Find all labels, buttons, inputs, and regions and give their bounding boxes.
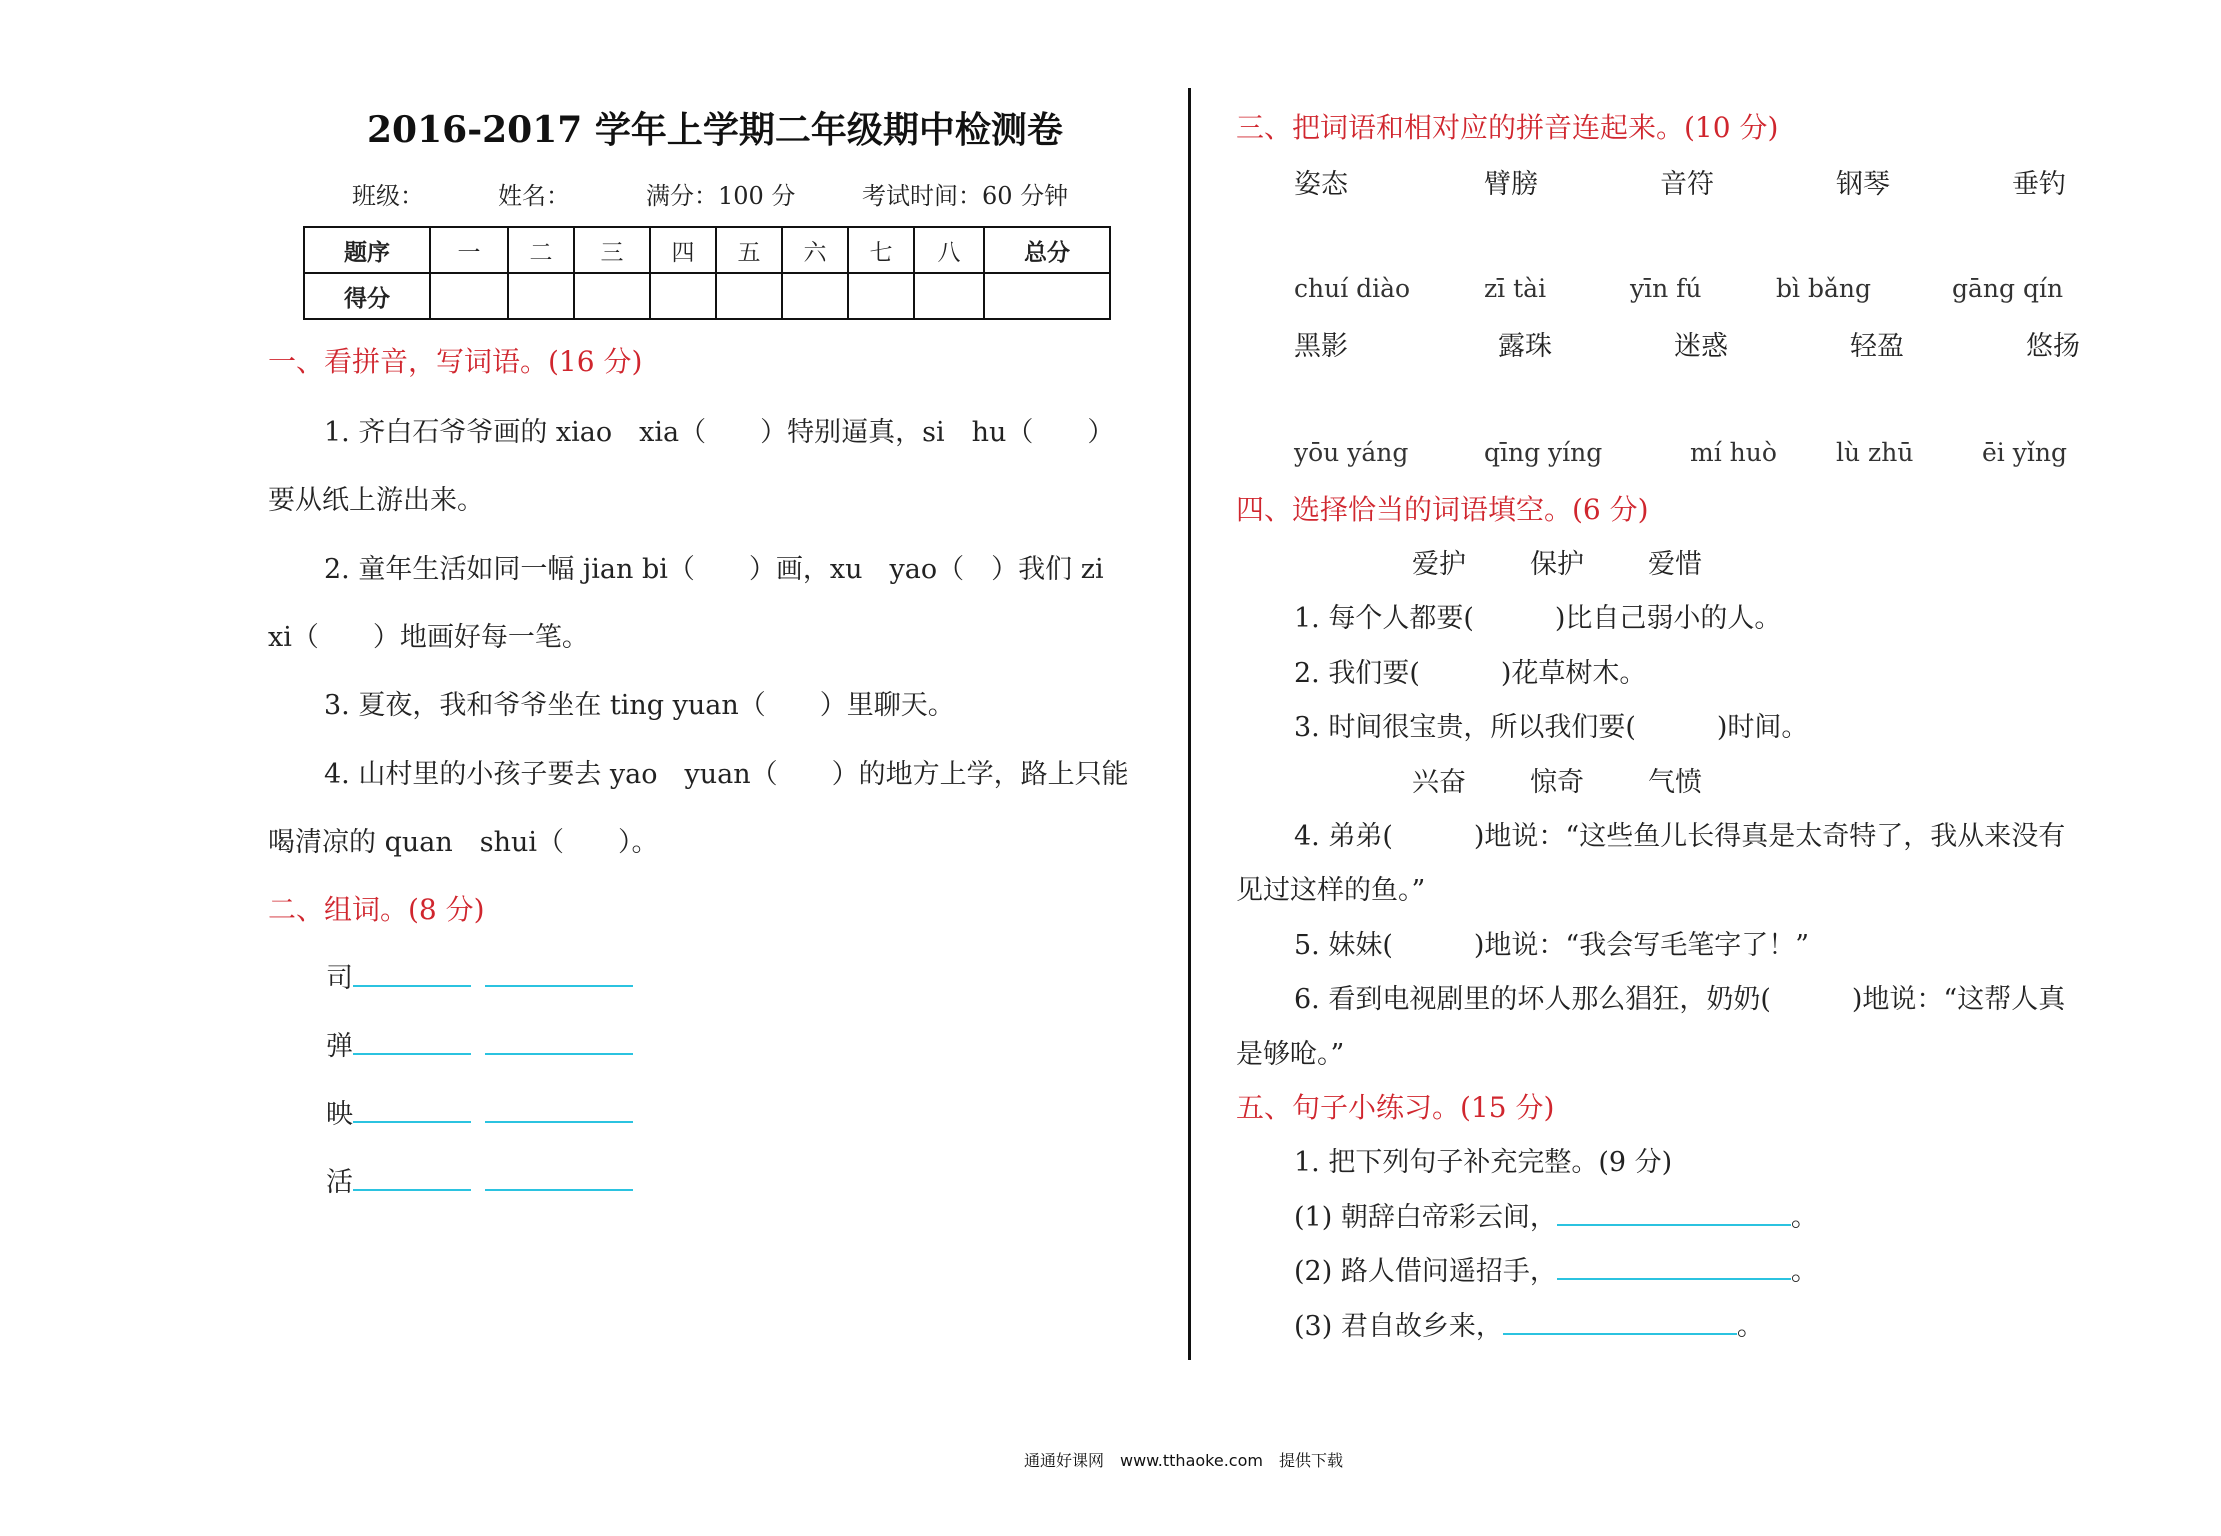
s1-line-3: 2. 童年生活如同一幅 jian bi（ ）画，xu yao（ ）我们 zi [324, 554, 1104, 585]
col-2: 二 [508, 227, 574, 273]
word-group-row [326, 1024, 633, 1063]
sentence-end: 。 [1790, 1202, 1818, 1233]
option-word: 保护 [1530, 549, 1584, 580]
sentence-end: 。 [1736, 1311, 1764, 1342]
answer-line[interactable] [353, 1163, 471, 1191]
section2-heading: 二、组词。(8 分) [268, 893, 485, 926]
section5-heading: 五、句子小练习。(15 分) [1236, 1091, 1555, 1124]
score-cell[interactable] [508, 273, 574, 319]
option-word: 爱惜 [1648, 549, 1702, 580]
sentence-prompt: (2) 路人借问遥招手， [1294, 1256, 1557, 1287]
match-pinyin: mí huò [1690, 438, 1777, 467]
group-char: 映 [326, 1099, 353, 1130]
column-divider [1188, 88, 1191, 1360]
fill-question-2: 2. 我们要( )花草树木。 [1294, 658, 1647, 689]
name-label: 姓名： [498, 182, 570, 210]
match-pinyin: lù zhū [1836, 438, 1914, 467]
group-char: 活 [326, 1167, 353, 1198]
score-cell[interactable] [574, 273, 650, 319]
s1-line-5: 3. 夏夜，我和爷爷坐在 ting yuan（ ）里聊天。 [324, 690, 955, 721]
score-cell[interactable] [782, 273, 848, 319]
section5-subheading: 1. 把下列句子补充完整。(9 分) [1294, 1147, 1673, 1178]
score-cell[interactable] [848, 273, 914, 319]
word-group-row [326, 956, 633, 995]
answer-line[interactable] [1557, 1252, 1791, 1280]
match-word: 姿态 [1294, 169, 1348, 200]
sentence-prompt: (1) 朝辞白帝彩云间， [1294, 1202, 1557, 1233]
group-char: 弹 [326, 1031, 353, 1062]
answer-line[interactable] [485, 1163, 633, 1191]
fill-question-3: 3. 时间很宝贵，所以我们要( )时间。 [1294, 712, 1809, 743]
footer-credit: 通通好课网 www.tthaoke.com 提供下载 [1024, 1451, 1343, 1470]
match-pinyin: chuí diào [1294, 274, 1411, 303]
answer-line[interactable] [485, 1027, 633, 1055]
match-word: 露珠 [1498, 331, 1552, 362]
col-total: 总分 [984, 227, 1110, 273]
fill-question-1: 1. 每个人都要( )比自己弱小的人。 [1294, 603, 1782, 634]
col-7: 七 [848, 227, 914, 273]
fill-question-4-cont: 见过这样的鱼。” [1236, 875, 1426, 906]
row-header-order: 题序 [304, 227, 430, 273]
s1-line-2: 要从纸上游出来。 [268, 485, 484, 516]
col-8: 八 [914, 227, 984, 273]
section4-heading: 四、选择恰当的词语填空。(6 分) [1236, 493, 1649, 526]
s1-line-1: 1. 齐白石爷爷画的 xiao xia（ ）特别逼真，si hu（ ） [324, 417, 1115, 448]
match-word: 臂膀 [1484, 169, 1538, 200]
answer-line[interactable] [353, 1027, 471, 1055]
score-cell[interactable] [650, 273, 716, 319]
score-cell[interactable] [716, 273, 782, 319]
col-5: 五 [716, 227, 782, 273]
match-word: 垂钓 [2012, 169, 2066, 200]
fill-question-4: 4. 弟弟( )地说：“这些鱼儿长得真是太奇特了，我从来没有 [1294, 821, 2066, 852]
word-group-row [326, 1092, 633, 1131]
match-word: 悠扬 [2026, 331, 2080, 362]
fill-question-5: 5. 妹妹( )地说：“我会写毛笔字了！” [1294, 930, 1810, 961]
option-word: 兴奋 [1412, 767, 1466, 798]
match-pinyin: gāng qín [1952, 274, 2064, 303]
exam-time-label: 考试时间：60 分钟 [862, 182, 1069, 210]
section1-heading: 一、看拼音，写词语。(16 分) [268, 345, 643, 378]
exam-title: 2016-2017 学年上学期二年级期中检测卷 [367, 109, 1063, 151]
match-pinyin: yīn fú [1630, 274, 1702, 303]
option-word: 气愤 [1648, 767, 1702, 798]
match-word: 钢琴 [1836, 169, 1890, 200]
word-group-row [326, 1160, 633, 1199]
match-word: 轻盈 [1850, 331, 1904, 362]
score-cell[interactable] [914, 273, 984, 319]
sentence-prompt: (3) 君自故乡来， [1294, 1311, 1503, 1342]
score-cell[interactable] [430, 273, 508, 319]
match-word: 音符 [1660, 169, 1714, 200]
col-3: 三 [574, 227, 650, 273]
answer-line[interactable] [1503, 1307, 1737, 1335]
class-label: 班级： [352, 182, 424, 210]
section3-heading: 三、把词语和相对应的拼音连起来。(10 分) [1236, 111, 1779, 144]
match-pinyin: zī tài [1484, 274, 1547, 303]
row-header-score: 得分 [304, 273, 430, 319]
match-word: 迷惑 [1674, 331, 1728, 362]
match-pinyin: bì bǎng [1776, 274, 1871, 303]
score-table [303, 226, 1111, 320]
sentence-row-3 [1294, 1304, 1764, 1343]
match-pinyin: yōu yáng [1294, 438, 1409, 467]
match-pinyin: qīng yíng [1484, 438, 1603, 467]
sentence-row-1 [1294, 1195, 1818, 1234]
col-1: 一 [430, 227, 508, 273]
match-pinyin: ēi yǐng [1982, 438, 2067, 467]
fill-question-6: 6. 看到电视剧里的坏人那么猖狂，奶奶( )地说：“这帮人真 [1294, 984, 2066, 1015]
s1-line-4: xi（ ）地画好每一笔。 [268, 622, 589, 653]
col-6: 六 [782, 227, 848, 273]
answer-line[interactable] [353, 959, 471, 987]
sentence-row-2 [1294, 1249, 1818, 1288]
match-word: 黑影 [1294, 331, 1348, 362]
full-score-label: 满分：100 分 [646, 182, 796, 210]
option-word: 爱护 [1412, 549, 1466, 580]
group-char: 司 [326, 963, 353, 994]
s1-line-6: 4. 山村里的小孩子要去 yao yuan（ ）的地方上学，路上只能 [324, 759, 1129, 790]
answer-line[interactable] [1557, 1198, 1791, 1226]
option-word: 惊奇 [1530, 767, 1584, 798]
s1-line-7: 喝清凉的 quan shui（ ）。 [268, 827, 659, 858]
answer-line[interactable] [485, 959, 633, 987]
score-cell[interactable] [984, 273, 1110, 319]
sentence-end: 。 [1790, 1256, 1818, 1287]
answer-line[interactable] [353, 1095, 471, 1123]
answer-line[interactable] [485, 1095, 633, 1123]
col-4: 四 [650, 227, 716, 273]
fill-question-6-cont: 是够呛。” [1236, 1039, 1345, 1070]
